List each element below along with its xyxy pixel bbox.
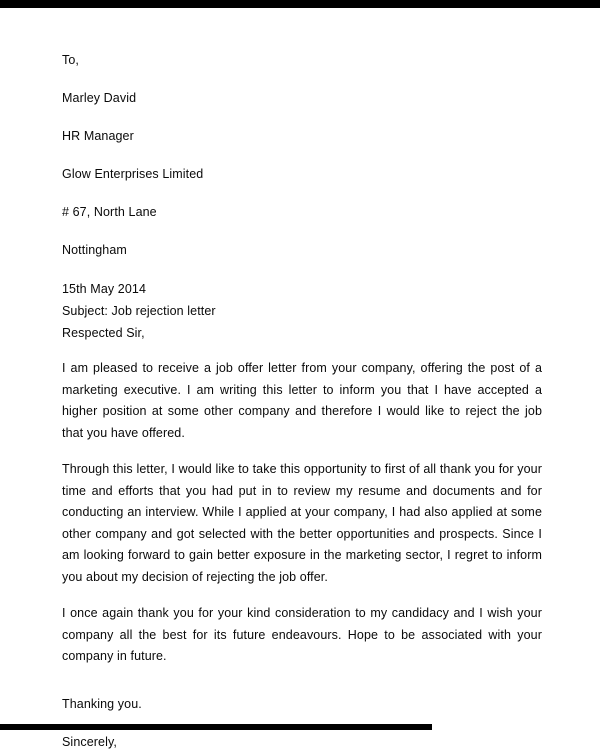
letter-paragraph: Through this letter, I would like to take this opportunity to first of all thank you for your time and efforts that you had put in to review my resume and documents and for conducting an interview. While I applied at your company, I had also applied at some other company and got selected with the better opportunities and prospects. Since I am looking forward to gain better exposure in the marketing sector, I regret to inform you about my decision of rejecting the job offer.	[62, 462, 542, 584]
letter-subject: Subject: Job rejection letter	[62, 304, 216, 318]
letter-thanking: Thanking you.	[62, 696, 142, 711]
recipient-line-to: To,	[62, 53, 79, 67]
page-bottom-border	[0, 724, 432, 730]
letter-content	[62, 50, 542, 753]
recipient-line-name: Marley David	[62, 91, 137, 105]
recipient-line-city: Nottingham	[62, 243, 127, 257]
letter-date: 15th May 2014	[62, 282, 146, 296]
letter-meta-block	[62, 278, 542, 344]
recipient-line-street: # 67, North Lane	[62, 205, 157, 219]
letter-signoff: Sincerely,	[62, 734, 117, 749]
recipient-line-company: Glow Enterprises Limited	[62, 167, 204, 181]
letter-paragraph: I am pleased to receive a job offer letter from your company, offering the post of a marketing executive. I am writing this letter to inform you that I have accepted a higher position at some other company and therefore I would like to reject the job that you have offered.	[62, 361, 542, 440]
recipient-line-title: HR Manager	[62, 129, 134, 143]
page-top-border	[0, 0, 600, 8]
letter-salutation: Respected Sir,	[62, 326, 145, 340]
letter-paragraph: I once again thank you for your kind consideration to my candidacy and I wish your company all the best for its future endeavours. Hope to be associated with your company in future.	[62, 606, 542, 663]
